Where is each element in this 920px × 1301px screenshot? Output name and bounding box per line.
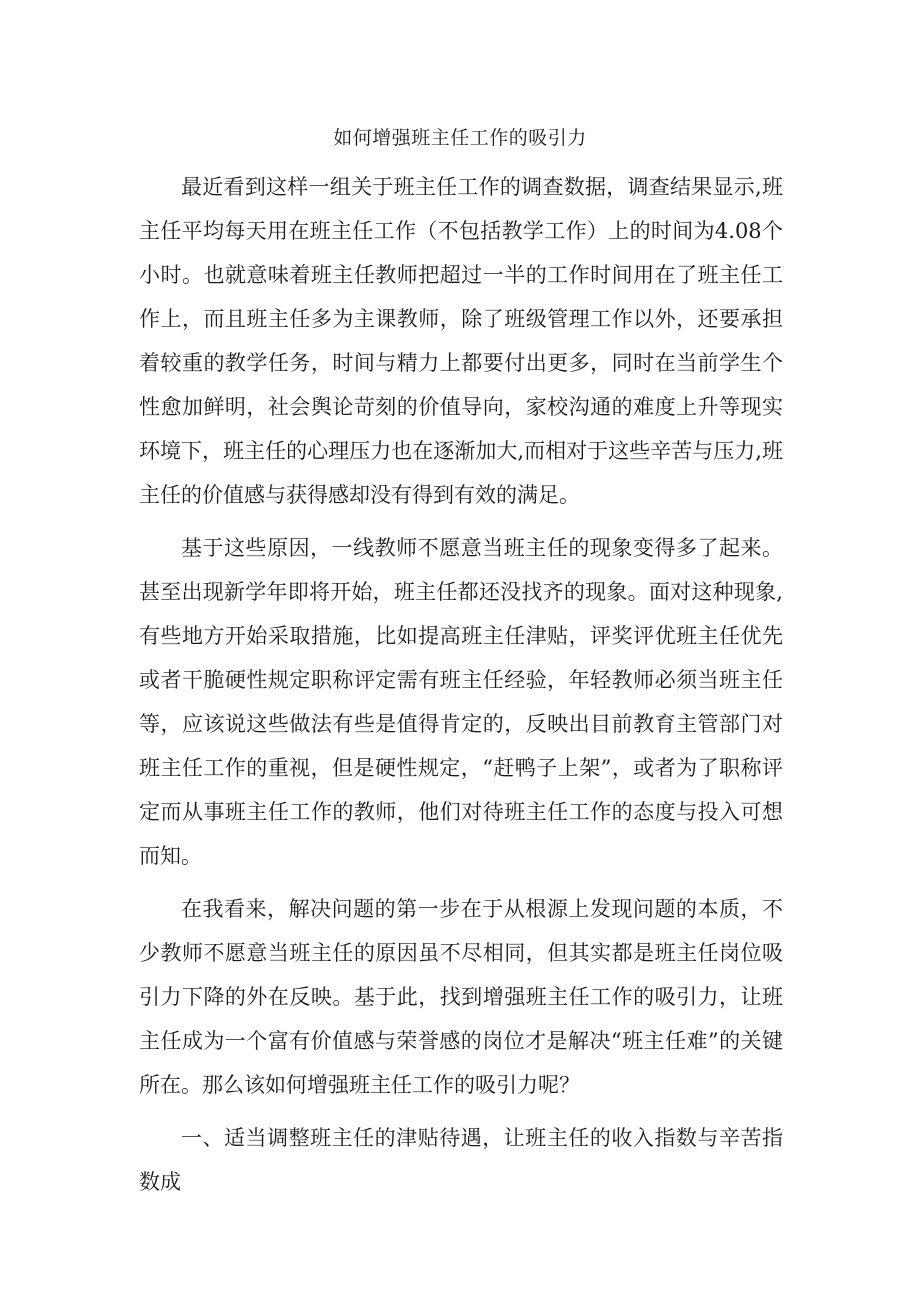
document-title: 如何增强班主任工作的吸引力: [333, 127, 587, 149]
paragraph: 最近看到这样一组关于班主任工作的调查数据，调查结果显示,班主任平均每天用在班主任工作（不包括教学工作）上的时间为4.08个小时。也就意味着班主任教师把超过一半的工作时间用在了班主任工作上，而且班主任多为主课教师，除了班级管理工作以外，还要承担着较重的教学任务，时间与精力上都要付出更多，同时在当前学生个性愈加鲜明，社会舆论苛刻的价值导向，家校沟通的难度上升等现实环境下，班主任的心理压力也在逐渐加大,而相对于这些辛苦与压力,班主任的价值感与获得感却没有得到有效的满足。: [139, 175, 783, 507]
document-body: [139, 165, 783, 1204]
paragraph: 一、适当调整班主任的津贴待遇，让班主任的收入指数与辛苦指数成: [139, 1126, 783, 1194]
paragraph: 基于这些原因，一线教师不愿意当班主任的现象变得多了起来。甚至出现新学年即将开始，班主任都还没找齐的现象。面对这种现象,有些地方开始采取措施，比如提高班主任津贴，评奖评优班主任优先或者干脆硬性规定职称评定需有班主任经验，年轻教师必须当班主任等，应该说这些做法有些是值得肯定的，反映出目前教育主管部门对班主任工作的重视，但是硬性规定，“赶鸭子上架”，或者为了职称评定而从事班主任工作的教师，他们对待班主任工作的态度与投入可想而知。: [139, 536, 783, 868]
paragraph: 在我看来，解决问题的第一步在于从根源上发现问题的本质，不少教师不愿意当班主任的原因虽不尽相同，但其实都是班主任岗位吸引力下降的外在反映。基于此，找到增强班主任工作的吸引力，让班主任成为一个富有价值感与荣誉感的岗位才是解决“班主任难”的关键所在。那么该如何增强班主任工作的吸引力呢？: [139, 897, 783, 1097]
